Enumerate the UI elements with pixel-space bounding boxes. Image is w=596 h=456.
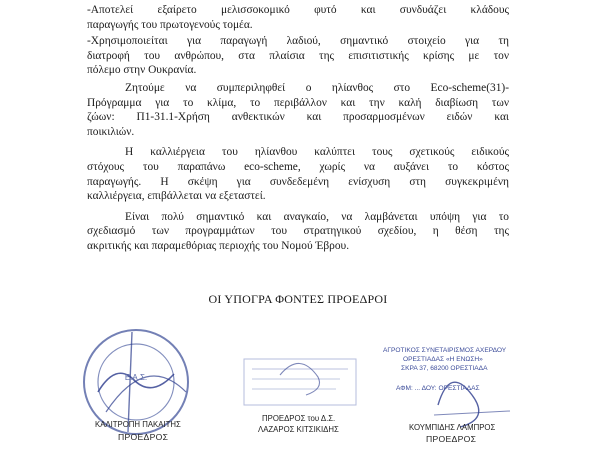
text-line: διατροφή του ανθρώπου, στα πλαίσια της επισιτιστικής κρίσης με τον — [87, 49, 509, 62]
text-line: -Αποτελεί εξαίρετο μελισσοκομικό φυτό και συνδυάζει κλάδους — [87, 4, 509, 16]
paragraph-request — [87, 81, 509, 139]
paragraph-cultivation — [87, 145, 509, 203]
right-signer-name: ΚΟΥΜΠΙΔΗΣ ΛΑΜΠΡΟΣ — [409, 423, 496, 432]
text-line: -Χρησιμοποιείται για παραγωγή λαδιού, σημαντικό στοιχείο για τη — [87, 35, 509, 48]
paragraph-bullet-1 — [87, 3, 509, 32]
text-line: παραγωγής. Η σκέψη για συνδεδεμένη ενίσχυση στη συγκεκριμένη — [87, 175, 509, 188]
right-stamp-line: ΑΓΡΟΤΙΚΟΣ ΣΥΝΕΤΑΙΡΙΣΜΟΣ ΑΧΕΡΔΟΥ — [383, 347, 507, 354]
text-line: Ζητούμε να συμπεριληφθεί ο ηλίανθος στο Eco-scheme(31)- — [125, 81, 509, 94]
middle-signer-name: ΛΑΖΑΡΟΣ ΚΙΤΣΙΚΙΔΗΣ — [258, 425, 339, 434]
right-stamp-line: ΣΚΡΑ 37, 68200 ΟΡΕΣΤΙΑΔΑ — [401, 365, 488, 372]
paragraph-bullet-2 — [87, 34, 509, 78]
right-stamp-line: ΟΡΕΣΤΙΑΔΑΣ «Η ΕΝΩΣΗ» — [403, 356, 483, 363]
right-stamp-line: ΑΦΜ: ... ΔΟΥ: ΟΡΕΣΤΙΑΔΑΣ — [396, 385, 480, 392]
middle-rect-stamp — [240, 355, 360, 435]
letter-body — [87, 0, 509, 260]
text-line: ακριτικής και παραμεθόριας περιοχής του Νομού Έβρου. — [87, 239, 350, 252]
left-signer-role: ΠΡΟΕΔΡΟΣ — [118, 432, 169, 442]
text-line: Η καλλιέργεια του ηλίανθου καλύπτει τους σχετικούς ειδικούς — [125, 146, 509, 159]
text-line: στόχους του παραπάνω eco-scheme, χωρίς να αυξάνει το κόστος — [87, 160, 509, 173]
text-line: Είναι πολύ σημαντικό και αναγκαίο, να λαμβάνεται υπόψη για το — [125, 210, 509, 223]
right-signer-role: ΠΡΟΕΔΡΟΣ — [426, 434, 477, 444]
text-line: παραγωγής του πρωτογενούς τομέα. — [87, 18, 253, 31]
text-line: ποικιλιών. — [87, 125, 135, 138]
text-line: σχεδιασμό των προγραμμάτων του στρατηγικού σχεδίου, η θέση της — [87, 225, 509, 238]
text-line: ζώων: Π1-31.1-Χρήση ανθεκτικών και προσαρμοσμένων ειδών και — [87, 111, 509, 124]
text-line: καλλιέργεια, επιβάλλεται να εξεταστεί. — [87, 190, 266, 203]
text-line: πόλεμο στην Ουκρανία. — [87, 64, 197, 77]
paragraph-importance — [87, 210, 509, 254]
svg-text:Ε.Α.Σ.: Ε.Α.Σ. — [124, 373, 148, 382]
left-signer-name: ΚΑΛΙΤΡΟΠΗ ΠΑΚΑΙΤΗΣ — [95, 420, 181, 429]
middle-signer-role: ΠΡΟΕΔΡΟΣ του Δ.Σ. — [262, 414, 336, 423]
text-line: Πρόγραμμα για το κλίμα, το περιβάλλον και την καλή διαβίωση των — [87, 96, 509, 109]
signers-heading: ΟΙ ΥΠΟΓΡΑ ΦΟΝΤΕΣ ΠΡΟΕΔΡΟΙ — [208, 292, 388, 306]
